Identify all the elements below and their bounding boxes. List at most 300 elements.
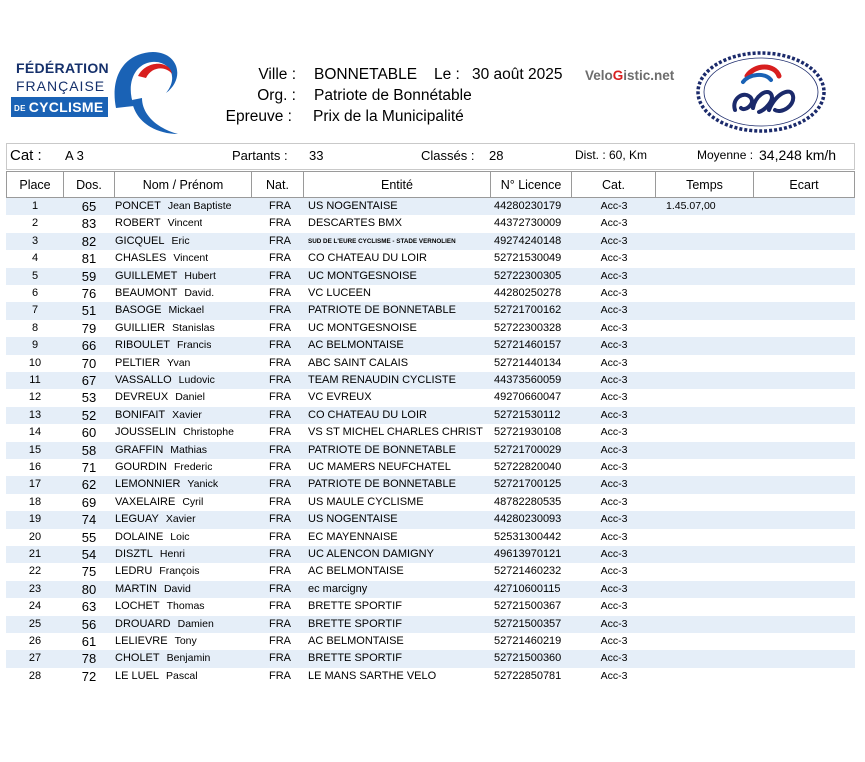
entite-cell: US MAULE CYCLISME: [308, 495, 424, 508]
nat-cell: FRA: [269, 461, 291, 473]
licence-cell: 52721530049: [494, 252, 562, 265]
name-cell: [115, 302, 204, 319]
cat-cell: Acc-3: [600, 391, 628, 404]
place-cell: 24: [28, 600, 42, 613]
entite-cell: PATRIOTE DE BONNETABLE: [308, 304, 456, 317]
place-cell: 11: [29, 374, 41, 386]
prenom: David: [163, 582, 191, 595]
col-cat: Cat.: [572, 171, 656, 198]
entite-cell: ec marcigny: [308, 582, 368, 595]
dossard-cell: 61: [81, 634, 97, 649]
table-row: [6, 389, 855, 406]
cat-cell: Acc-3: [600, 478, 628, 491]
date-value: 30 août 2025: [472, 66, 563, 83]
epreuve-value: Prix de la Municipalité: [313, 108, 464, 125]
cat-cell: Acc-3: [600, 356, 628, 369]
name-cell: [115, 442, 207, 459]
name-cell: [115, 511, 196, 528]
cat-cell: Acc-3: [600, 461, 628, 473]
cat-cell: Acc-3: [600, 234, 628, 247]
prenom: Xavier: [165, 513, 196, 526]
moyenne-label: Moyenne :: [697, 148, 754, 162]
licence-cell: 52721500367: [494, 600, 562, 613]
nom: ROBERT: [115, 217, 161, 230]
licence-cell: 48782280535: [494, 495, 562, 508]
licence-cell: 52721440134: [494, 356, 562, 369]
licence-cell: 52721930108: [494, 426, 562, 439]
cat-cell: Acc-3: [600, 669, 628, 682]
brand-part2: G: [612, 68, 624, 83]
prenom: Daniel: [175, 391, 205, 404]
table-row: [6, 285, 855, 302]
epreuve-label: Epreuve :: [225, 108, 292, 125]
place-cell: 1: [31, 200, 39, 212]
dossard-cell: 80: [81, 581, 97, 597]
nat-cell: FRA: [269, 600, 291, 613]
nom: GOURDIN: [115, 461, 167, 473]
nom: GRAFFIN: [115, 443, 164, 456]
nom: PELTIER: [115, 356, 161, 369]
nat-cell: FRA: [269, 530, 291, 543]
col-ecart: Ecart: [754, 171, 855, 198]
nat-cell: FRA: [269, 582, 291, 595]
name-cell: [115, 616, 214, 633]
place-cell: 22: [28, 565, 42, 578]
brand-part1: Velo: [585, 68, 613, 83]
licence-cell: 52721700125: [494, 478, 562, 491]
name-cell: [115, 285, 214, 302]
entite-cell: AC BELMONTAISE: [308, 565, 404, 578]
name-cell: [115, 476, 218, 493]
place-cell: 14: [28, 426, 42, 439]
col-dos: Dos.: [64, 171, 115, 198]
brand-part3: istic.net: [623, 68, 675, 83]
place-cell: 25: [28, 617, 42, 630]
dossard-cell: 82: [81, 233, 97, 249]
nom: DROUARD: [115, 617, 171, 630]
nat-cell: FRA: [269, 478, 291, 491]
nom: LEDRU: [115, 565, 153, 578]
nom: DISZTL: [115, 548, 153, 560]
prenom: Frederic: [173, 461, 213, 473]
licence-cell: 52722850781: [494, 669, 562, 682]
place-cell: 19: [28, 513, 42, 526]
prenom: Francis: [177, 339, 212, 352]
prenom: Pascal: [166, 669, 198, 682]
table-row: [6, 407, 855, 424]
cat-cell: Acc-3: [600, 617, 628, 630]
org-value: Patriote de Bonnétable: [314, 87, 472, 104]
place-cell: 12: [28, 391, 42, 404]
licence-cell: 44372730009: [494, 217, 562, 230]
nom: DOLAINE: [115, 530, 164, 543]
cat-cell: Acc-3: [600, 582, 628, 595]
place-cell: 18: [28, 495, 42, 508]
table-row: [6, 668, 855, 685]
entite-cell: UC MAMERS NEUFCHATEL: [308, 461, 451, 473]
dossard-cell: 56: [81, 616, 97, 632]
name-cell: [115, 250, 208, 267]
nat-cell: FRA: [269, 443, 291, 456]
col-nom: Nom / Prénom: [115, 171, 252, 198]
cat-cell: Acc-3: [600, 287, 628, 299]
licence-cell: 52722820040: [494, 461, 562, 473]
dossard-cell: 69: [81, 494, 97, 510]
prenom: Hubert: [184, 269, 216, 282]
dossard-cell: 51: [81, 303, 97, 319]
name-cell: [115, 372, 215, 389]
place-cell: 9: [31, 339, 39, 352]
dossard-cell: 67: [81, 373, 97, 388]
entite-cell: LE MANS SARTHE VELO: [308, 669, 437, 682]
cat-cell: Acc-3: [600, 321, 628, 334]
nom: LE LUEL: [115, 669, 160, 682]
licence-cell: 52721700162: [494, 304, 562, 317]
nom: GICQUEL: [115, 234, 165, 247]
table-row: [6, 250, 855, 267]
place-cell: 4: [31, 252, 39, 265]
nom: BEAUMONT: [115, 287, 178, 299]
licence-cell: 52721460232: [494, 565, 562, 578]
nat-cell: FRA: [269, 374, 291, 386]
nat-cell: FRA: [269, 304, 291, 317]
nat-cell: FRA: [269, 356, 291, 369]
col-temps: Temps: [656, 171, 754, 198]
table-row: [6, 598, 855, 615]
col-entite: Entité: [304, 171, 491, 198]
name-cell: [115, 355, 190, 372]
nom: RIBOULET: [115, 339, 171, 352]
licence-cell: 49274240148: [494, 234, 562, 247]
prenom: Damien: [177, 617, 214, 630]
nat-cell: FRA: [269, 217, 291, 230]
entite-cell: PATRIOTE DE BONNETABLE: [308, 478, 456, 491]
nat-cell: FRA: [269, 408, 291, 421]
entite-cell: CO CHATEAU DU LOIR: [308, 408, 427, 421]
date-label: Le :: [434, 66, 460, 83]
name-cell: [115, 459, 212, 476]
nom: BONIFAIT: [115, 408, 166, 421]
cat-cell: Acc-3: [600, 269, 628, 282]
dossard-cell: 55: [81, 529, 97, 545]
table-row: [6, 302, 855, 319]
temps-cell: 1.45.07,00: [666, 200, 716, 212]
name-cell: [115, 563, 200, 580]
nat-cell: FRA: [269, 548, 291, 560]
prenom: Stanislas: [172, 321, 215, 334]
entite-cell: UC MONTGESNOISE: [308, 269, 417, 282]
name-cell: [115, 320, 215, 337]
entite-cell: SUD DE L'EURE CYCLISME - STADE VERNOLIEN: [308, 237, 456, 245]
ville-label: Ville :: [258, 66, 296, 83]
cat-cell: Acc-3: [600, 635, 628, 647]
entite-cell: VC LUCEEN: [308, 287, 371, 299]
entite-cell: TEAM RENAUDIN CYCLISTE: [308, 374, 456, 386]
cat-cell: Acc-3: [600, 408, 628, 421]
entite-cell: ABC SAINT CALAIS: [308, 356, 409, 369]
entite-cell: US NOGENTAISE: [308, 200, 398, 212]
partants-label: Partants :: [232, 148, 288, 163]
place-cell: 10: [28, 356, 42, 369]
ville-value: BONNETABLE: [314, 66, 418, 83]
table-row: [6, 459, 855, 476]
table-row: [6, 616, 855, 633]
classes-value: 28: [489, 148, 504, 163]
licence-cell: 52722300328: [494, 321, 562, 334]
table-row: [6, 372, 855, 389]
licence-cell: 52721500360: [494, 652, 562, 665]
licence-cell: 52531300442: [494, 530, 562, 543]
ffc-logo-de: DE: [14, 104, 26, 113]
name-cell: [115, 494, 203, 511]
table-row: [6, 476, 855, 493]
table-row: [6, 355, 855, 372]
col-licence: N° Licence: [491, 171, 572, 198]
place-cell: 15: [28, 443, 42, 456]
place-cell: 17: [28, 478, 42, 491]
cat-cell: Acc-3: [600, 374, 628, 386]
nat-cell: FRA: [269, 669, 291, 682]
cat-cell: Acc-3: [600, 513, 628, 526]
classes-label: Classés :: [421, 148, 475, 163]
prenom: Vincent: [173, 252, 209, 265]
place-cell: 16: [28, 461, 42, 473]
name-cell: [115, 650, 210, 667]
nat-cell: FRA: [269, 495, 291, 508]
licence-cell: 52721460219: [494, 635, 562, 647]
table-row: [6, 511, 855, 528]
name-cell: [115, 215, 202, 232]
entite-cell: BRETTE SPORTIF: [308, 652, 402, 665]
prenom: Yvan: [167, 356, 191, 369]
dossard-cell: 62: [81, 477, 97, 493]
nom: GUILLIER: [115, 321, 166, 334]
entite-cell: PATRIOTE DE BONNETABLE: [308, 443, 456, 456]
dossard-cell: 60: [81, 425, 97, 441]
nom: BASOGE: [115, 304, 162, 317]
name-cell: [115, 529, 190, 546]
dossard-cell: 76: [81, 286, 97, 301]
results-table-header: [6, 171, 855, 198]
table-row: [6, 563, 855, 580]
table-row: [6, 233, 855, 250]
name-cell: [115, 389, 205, 406]
nom: CHOLET: [115, 652, 160, 665]
cat-cell: Acc-3: [600, 426, 628, 439]
nom: PONCET: [115, 200, 161, 212]
nom: LEMONNIER: [115, 478, 181, 491]
prenom: Tony: [174, 635, 197, 647]
cat-cell: Acc-3: [600, 200, 628, 212]
cat-cell: Acc-3: [600, 652, 628, 665]
place-cell: 20: [28, 530, 42, 543]
dossard-cell: 71: [81, 460, 97, 475]
velogistic-brand: [585, 68, 674, 83]
place-cell: 13: [28, 408, 42, 421]
licence-cell: 44280230179: [494, 200, 562, 212]
ffc-logo-line2: FRANÇAISE: [16, 78, 106, 94]
licence-cell: 52721700029: [494, 443, 562, 456]
table-row: [6, 650, 855, 667]
name-cell: [115, 668, 198, 685]
nat-cell: FRA: [269, 252, 291, 265]
entite-cell: UC MONTGESNOISE: [308, 321, 417, 334]
dossard-cell: 83: [81, 216, 97, 232]
licence-cell: 52721530112: [494, 408, 561, 421]
place-cell: 8: [31, 321, 39, 334]
table-row: [6, 424, 855, 441]
nat-cell: FRA: [269, 269, 291, 282]
place-cell: 26: [28, 635, 42, 647]
table-row: [6, 268, 855, 285]
nom: LEGUAY: [115, 513, 159, 526]
place-cell: 7: [31, 304, 39, 317]
entite-cell: DESCARTES BMX: [308, 217, 402, 230]
table-row: [6, 546, 855, 563]
entite-cell: AC BELMONTAISE: [308, 635, 404, 647]
cat-cell: Acc-3: [600, 565, 628, 578]
licence-cell: 44280230093: [494, 513, 562, 526]
name-cell: [115, 581, 191, 598]
nat-cell: FRA: [269, 652, 291, 665]
place-cell: 5: [31, 269, 39, 282]
entite-cell: VS ST MICHEL CHARLES CHRIST: [308, 426, 483, 439]
prenom: Yanick: [187, 478, 219, 491]
prenom: Christophe: [183, 426, 234, 439]
name-cell: [115, 546, 185, 563]
cat-cell: Acc-3: [600, 217, 628, 230]
nat-cell: FRA: [269, 635, 291, 647]
dossard-cell: 63: [81, 599, 97, 615]
place-cell: 2: [31, 217, 39, 230]
club-logo-icon: [695, 50, 827, 134]
entite-cell: CO CHATEAU DU LOIR: [308, 252, 427, 265]
moyenne-value: 34,248 km/h: [759, 147, 837, 163]
cat-cell: Acc-3: [600, 304, 628, 317]
table-row: [6, 442, 855, 459]
licence-cell: 52721500357: [494, 617, 562, 630]
prenom: Benjamin: [166, 652, 211, 665]
dossard-cell: 81: [81, 251, 97, 267]
dossard-cell: 66: [81, 338, 97, 354]
prenom: Mickael: [168, 304, 205, 317]
place-cell: 3: [31, 234, 39, 247]
place-cell: 28: [28, 669, 42, 682]
org-label: Org. :: [257, 87, 296, 104]
nat-cell: FRA: [269, 339, 291, 352]
nat-cell: FRA: [269, 321, 291, 334]
name-cell: [115, 198, 231, 215]
place-cell: 6: [31, 287, 39, 299]
ffc-logo-line3: [11, 97, 108, 117]
prenom: Vincent: [167, 217, 203, 230]
table-row: [6, 529, 855, 546]
nom: CHASLES: [115, 252, 167, 265]
race-info-bar: [6, 143, 855, 170]
prenom: Jean Baptiste: [167, 200, 232, 212]
nat-cell: FRA: [269, 234, 291, 247]
partants-value: 33: [309, 148, 324, 163]
licence-cell: 52722300305: [494, 269, 562, 282]
prenom: Loic: [170, 530, 190, 543]
nom: LOCHET: [115, 600, 160, 613]
table-row: [6, 215, 855, 232]
table-row: [6, 320, 855, 337]
nat-cell: FRA: [269, 426, 291, 439]
nat-cell: FRA: [269, 565, 291, 578]
dossard-cell: 72: [81, 668, 97, 684]
dossard-cell: 74: [81, 512, 97, 528]
col-nat: Nat.: [252, 171, 304, 198]
cat-cell: Acc-3: [600, 548, 628, 560]
table-row: [6, 337, 855, 354]
entite-cell: EC MAYENNAISE: [308, 530, 398, 543]
place-cell: 23: [28, 582, 42, 595]
cat-cell: Acc-3: [600, 339, 628, 352]
prenom: Henri: [159, 548, 185, 560]
nom: JOUSSELIN: [115, 426, 177, 439]
place-cell: 27: [28, 652, 42, 665]
nom: LELIEVRE: [115, 635, 168, 647]
nom: VASSALLO: [115, 374, 172, 386]
entite-cell: AC BELMONTAISE: [308, 339, 404, 352]
prenom: David.: [184, 287, 215, 299]
dossard-cell: 54: [81, 547, 97, 562]
cat-cell: Acc-3: [600, 252, 628, 265]
name-cell: [115, 268, 216, 285]
nat-cell: FRA: [269, 200, 291, 212]
nat-cell: FRA: [269, 617, 291, 630]
prenom: Xavier: [172, 408, 202, 421]
nat-cell: FRA: [269, 287, 291, 299]
table-row: [6, 581, 855, 598]
entite-cell: BRETTE SPORTIF: [308, 600, 402, 613]
col-place: Place: [6, 171, 64, 198]
prenom: Eric: [171, 234, 190, 247]
licence-cell: 44280250278: [494, 287, 562, 299]
name-cell: [115, 633, 197, 650]
nom: DEVREUX: [115, 391, 169, 404]
nom: GUILLEMET: [115, 269, 178, 282]
ffc-logo-line1: FÉDÉRATION: [16, 60, 109, 76]
cat-value: A 3: [65, 148, 84, 163]
prenom: Thomas: [166, 600, 205, 613]
dossard-cell: 78: [81, 651, 97, 667]
prenom: Cyril: [182, 495, 204, 508]
entite-cell: UC ALENCON DAMIGNY: [308, 548, 434, 560]
distance: Dist. : 60, Km: [575, 148, 648, 162]
cat-cell: Acc-3: [600, 600, 628, 613]
cat-cell: Acc-3: [600, 495, 628, 508]
name-cell: [115, 337, 211, 354]
cat-cell: Acc-3: [600, 443, 628, 456]
prenom: Mathias: [170, 443, 208, 456]
licence-cell: 49270660047: [494, 391, 562, 404]
dossard-cell: 59: [81, 268, 97, 284]
nom: VAXELAIRE: [115, 495, 176, 508]
place-cell: 21: [28, 548, 42, 560]
licence-cell: 42710600115: [494, 582, 561, 595]
dossard-cell: 52: [81, 407, 97, 423]
dossard-cell: 79: [81, 320, 97, 336]
table-row: [6, 494, 855, 511]
name-cell: [115, 233, 190, 250]
prenom: Ludovic: [178, 374, 215, 386]
cat-cell: Acc-3: [600, 530, 628, 543]
nom: MARTIN: [115, 582, 157, 595]
licence-cell: 49613970121: [494, 548, 562, 560]
nat-cell: FRA: [269, 513, 291, 526]
